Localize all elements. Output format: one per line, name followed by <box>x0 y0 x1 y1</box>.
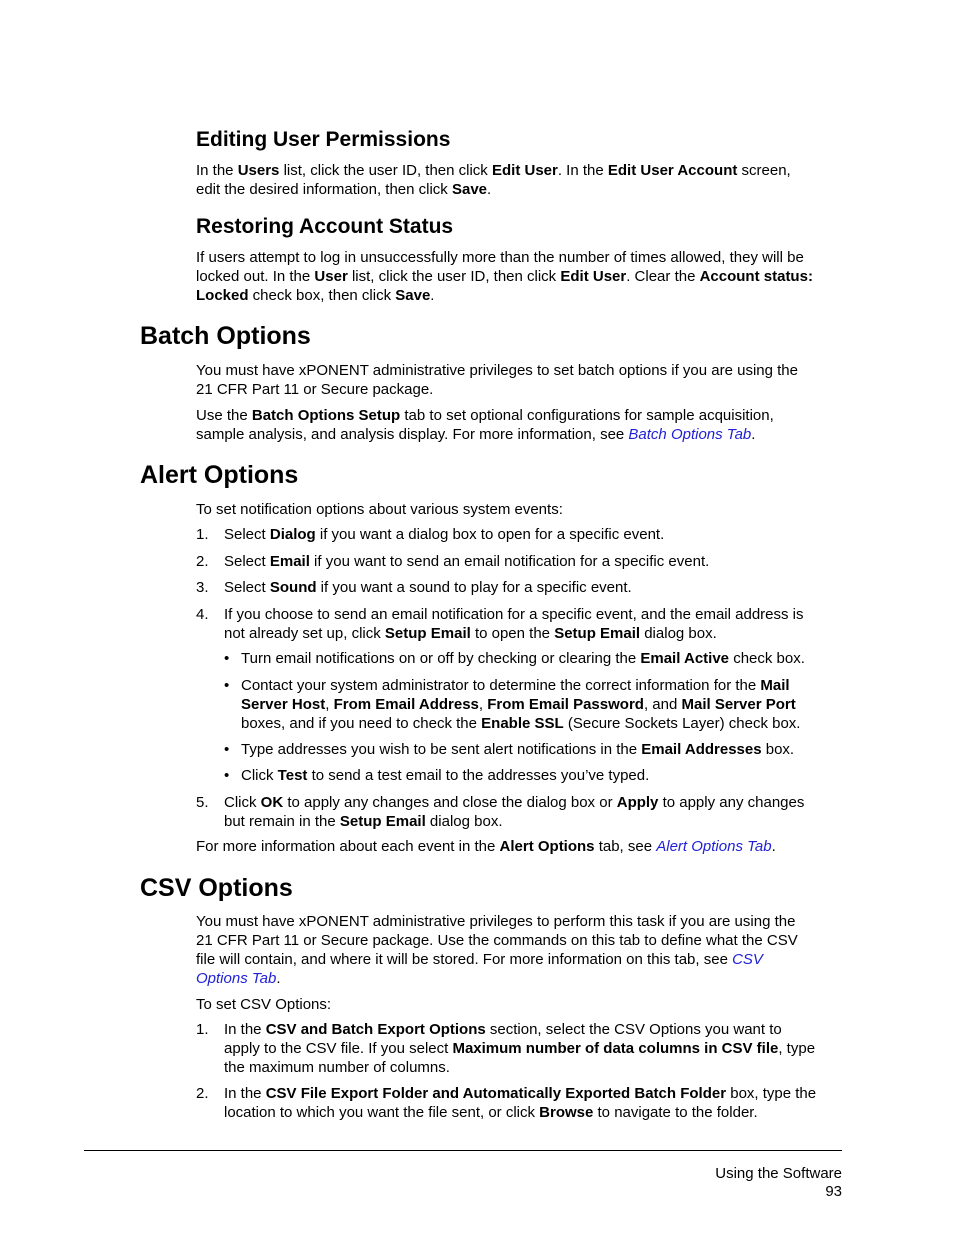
paragraph-alert-intro: To set notification options about various system events: <box>196 501 563 518</box>
heading-batch-options: Batch Options <box>140 322 311 350</box>
paragraph-alert-outro: For more information about each event in the Alert Options tab, see Alert Options Tab. <box>196 838 776 855</box>
heading-csv-options: CSV Options <box>140 874 293 902</box>
paragraph-csv-intro: To set CSV Options: <box>196 996 332 1013</box>
heading-editing-user-permissions: Editing User Permissions <box>196 128 451 151</box>
paragraph-restoring-account-status: If users attempt to log in unsuccessfully more than the number of times allowed, they will be locked out. In the User list, click the user ID, then click Edit User. Clear the Account status: Locked check box, then click Save. <box>196 249 813 304</box>
document-page: Editing User Permissions In the Users list, click the user ID, then click Edit User. In the Edit User Account screen, edit the desired information, then click Save. Restoring Account Status If users attempt to log in unsuccessfully more than the number of times allowed, they will be locked out. In the User list, click the user ID, then click Edit User. Clear the Account status: Locked check box, then click Save. Batch Options You must have xPONENT administrative privileges to set batch options if you are using the 21 CFR Part 11 or Secure package. Use the Batch Options Setup tab to set optional configurations for sample acquisition, sample analysis, and analysis display. For more information, see Batch Options Tab. Alert Options To set notification options about various system events: 1. Select Dialog if you want a dialog box to open for a specific event. 2. Select Email if you want to send an email notification for a specific event. 3. Select Sound if you want a sound to play for a specific event. 4. If you choose to send an email notification for a specific event, and the email address is not already set up, click Setup Email to open the Setup Email dialog box. • Turn email notifications on or off by checking or clearing the Email Active check box. • Contact your system administrator to determine the correct information for the Mail Server Host, From Email Address, From Email Password, and Mail Server Port boxes, and if you need to check the Enable SSL (Secure Sockets Layer) check box. • Type addresses you wish to be sent alert notifications in the Email Addresses box. • Click Test to send a test email to the addresses you’ve typed. 5. Click OK to apply any changes and close the dialog box or Apply to apply any changes but remain in the Setup Email dialog box. For more information about each event in the Alert Options tab, see Alert Options Tab. CSV Options You must have xPONENT administrative privileges to perform this task if you are using the 21 CFR Part 11 or Secure package. Use the commands on this tab to define what the CSV file will contain, and where it will be stored. For more information on this tab, see CSV Options Tab. To set CSV Options: 1. In the CSV and Batch Export Options section, select the CSV Options you want to apply to the CSV file. If you select Maximum number of data columns in CSV file, type the maximum number of columns. 2. In the CSV File Export Folder and Automatically Exported Batch Folder box, type the location to which you want the file sent, or click Browse to navigate to the folder. Using the Software 93 <box>0 0 954 1235</box>
link-csv-options-tab-cont[interactable]: Options Tab <box>196 970 277 987</box>
heading-restoring-account-status: Restoring Account Status <box>196 215 454 238</box>
footer-page-number: 93 <box>825 1183 842 1200</box>
paragraph-csv-privileges: You must have xPONENT administrative privileges to perform this task if you are using the 21 CFR Part 11 or Secure package. Use the commands on this tab to define what the CSV file will contain, and where it will be stored. For more information on this tab, see CSV Options Tab. <box>196 913 798 987</box>
heading-alert-options: Alert Options <box>140 461 299 489</box>
link-alert-options-tab[interactable]: Alert Options Tab <box>656 838 772 855</box>
footer-divider <box>84 1150 842 1151</box>
link-batch-options-tab[interactable]: Batch Options Tab <box>628 426 752 443</box>
link-csv-options-tab[interactable]: CSV <box>732 951 763 968</box>
paragraph-batch-privileges: You must have xPONENT administrative privileges to set batch options if you are using the 21 CFR Part 11 or Secure package. <box>196 362 798 398</box>
paragraph-editing-user-permissions: In the Users list, click the user ID, then click Edit User. In the Edit User Account screen, edit the desired information, then click Save. <box>196 162 791 198</box>
paragraph-batch-setup: Use the Batch Options Setup tab to set optional configurations for sample acquisition, sample analysis, and analysis display. For more information, see Batch Options Tab. <box>196 407 774 443</box>
footer-section-title: Using the Software <box>715 1165 842 1182</box>
